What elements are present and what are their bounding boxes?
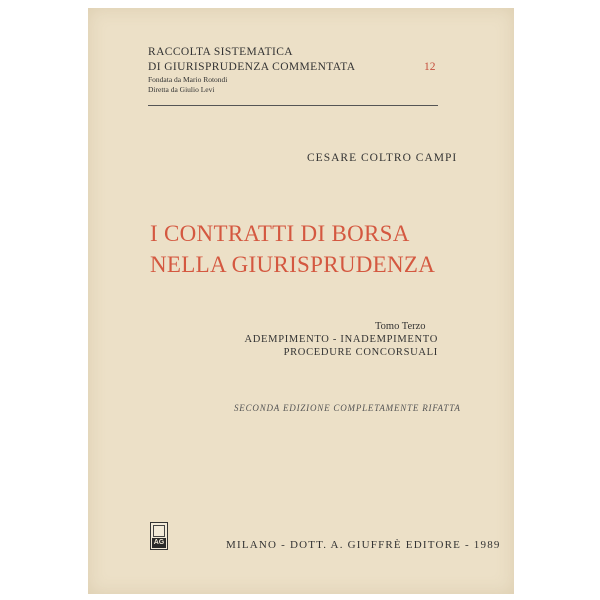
series-founder: Fondata da Mario Rotondi	[148, 75, 228, 84]
header-divider	[148, 105, 438, 106]
publisher-logo-text: AG	[153, 539, 165, 546]
book-subtitle-line-1: ADEMPIMENTO - INADEMPIMENTO	[244, 334, 438, 345]
publisher-logo	[150, 522, 168, 550]
series-header	[148, 45, 355, 94]
edition-note: SECONDA EDIZIONE COMPLETAMENTE RIFATTA	[234, 403, 461, 413]
book-title-line-1: I CONTRATTI DI BORSA	[150, 221, 410, 246]
series-director: Diretta da Giulio Levi	[148, 84, 215, 94]
book-subtitle-line-2: PROCEDURE CONCORSUALI	[283, 347, 438, 358]
book-cover	[88, 8, 514, 594]
series-title-line-1: RACCOLTA SISTEMATICA	[148, 46, 293, 58]
series-title-line-2: DI GIURISPRUDENZA COMMENTATA	[148, 61, 356, 73]
series-number: 12	[424, 61, 436, 73]
book-title	[150, 218, 435, 280]
author-name: CESARE COLTRO CAMPI	[307, 152, 458, 164]
book-subtitle	[244, 333, 438, 359]
book-title-line-2: NELLA GIURISPRUDENZA	[150, 252, 436, 277]
publisher-imprint: MILANO - DOTT. A. GIUFFRÈ EDITORE - 1989	[226, 539, 501, 551]
volume-label: Tomo Terzo	[375, 321, 426, 332]
publisher-logo-emblem	[153, 525, 165, 537]
